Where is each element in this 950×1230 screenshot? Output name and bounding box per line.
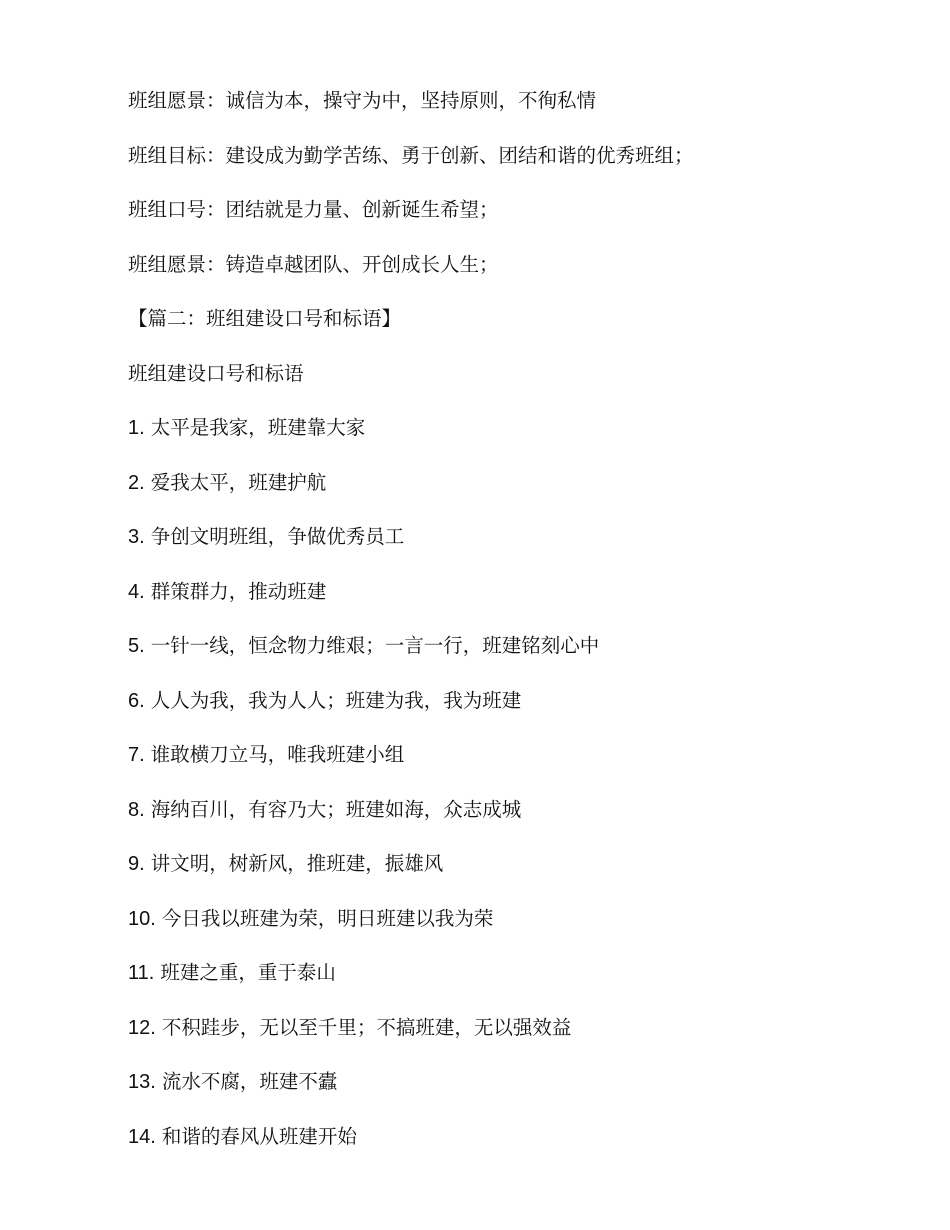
intro-line-slogan: 班组口号：团结就是力量、创新诞生希望；	[128, 198, 499, 221]
list-item-number: 9.	[128, 853, 145, 875]
list-item-text: 群策群力，推动班建	[150, 579, 327, 603]
list-item-text: 班建之重，重于泰山	[160, 961, 336, 984]
list-item-number: 8.	[128, 798, 145, 821]
list-item-number: 5.	[128, 635, 145, 657]
section-heading: 【篇二：班组建设口号和标语】	[128, 307, 402, 330]
list-item-text: 海纳百川，有容乃大；班建如海，众志成城	[150, 797, 522, 821]
list-item-text: 一针一线，恒念物力维艰；一言一行，班建铭刻心中	[150, 634, 600, 657]
list-item-number: 7.	[128, 744, 145, 766]
list-item-number: 12.	[128, 1016, 156, 1039]
list-item	[128, 468, 888, 523]
list-item	[128, 1122, 888, 1177]
list-item	[128, 1067, 888, 1122]
list-item-number: 1.	[128, 417, 145, 439]
list-item-text: 今日我以班建为荣，明日班建以我为荣	[161, 906, 494, 930]
list-item	[128, 849, 888, 904]
list-item	[128, 577, 888, 632]
list-item-number: 4.	[128, 580, 145, 603]
list-item-number: 6.	[128, 689, 145, 712]
list-item-text: 爱我太平，班建护航	[150, 470, 327, 494]
list-item-number: 3.	[128, 526, 145, 548]
list-item-text: 谁敢横刀立马，唯我班建小组	[150, 743, 405, 766]
list-item	[128, 631, 888, 686]
section-subtitle: 班组建设口号和标语	[128, 361, 304, 385]
intro-line-goal: 班组目标：建设成为勤学苦练、勇于创新、团结和谐的优秀班组；	[128, 143, 694, 167]
list-item	[128, 904, 888, 959]
list-item-number: 2.	[128, 471, 145, 494]
list-item-number: 10.	[128, 907, 156, 930]
list-item-number: 14.	[128, 1125, 156, 1148]
list-item-text: 流水不腐，班建不蠹	[161, 1070, 338, 1093]
intro-line-vision-2: 班组愿景：铸造卓越团队、开创成长人生；	[128, 252, 499, 276]
list-item-number: 11.	[128, 962, 155, 984]
document-body	[128, 86, 888, 1176]
list-item-text: 和谐的春风从班建开始	[161, 1124, 357, 1148]
list-item-text: 不积跬步，无以至千里；不搞班建，无以强效益	[161, 1015, 572, 1039]
list-item	[128, 958, 888, 1013]
list-item	[128, 795, 888, 850]
list-item	[128, 413, 888, 468]
list-item	[128, 522, 888, 577]
list-item-text: 讲文明，树新风，推班建，振雄风	[150, 852, 444, 875]
list-item-text: 太平是我家，班建靠大家	[150, 416, 366, 439]
list-item-text: 争创文明班组，争做优秀员工	[150, 525, 405, 548]
list-item	[128, 740, 888, 795]
intro-line-vision: 班组愿景：诚信为本，操守为中，坚持原则，不徇私情	[128, 89, 597, 112]
list-item	[128, 1013, 888, 1068]
list-item	[128, 686, 888, 741]
list-item-number: 13.	[128, 1071, 156, 1093]
list-item-text: 人人为我，我为人人；班建为我，我为班建	[150, 688, 522, 712]
